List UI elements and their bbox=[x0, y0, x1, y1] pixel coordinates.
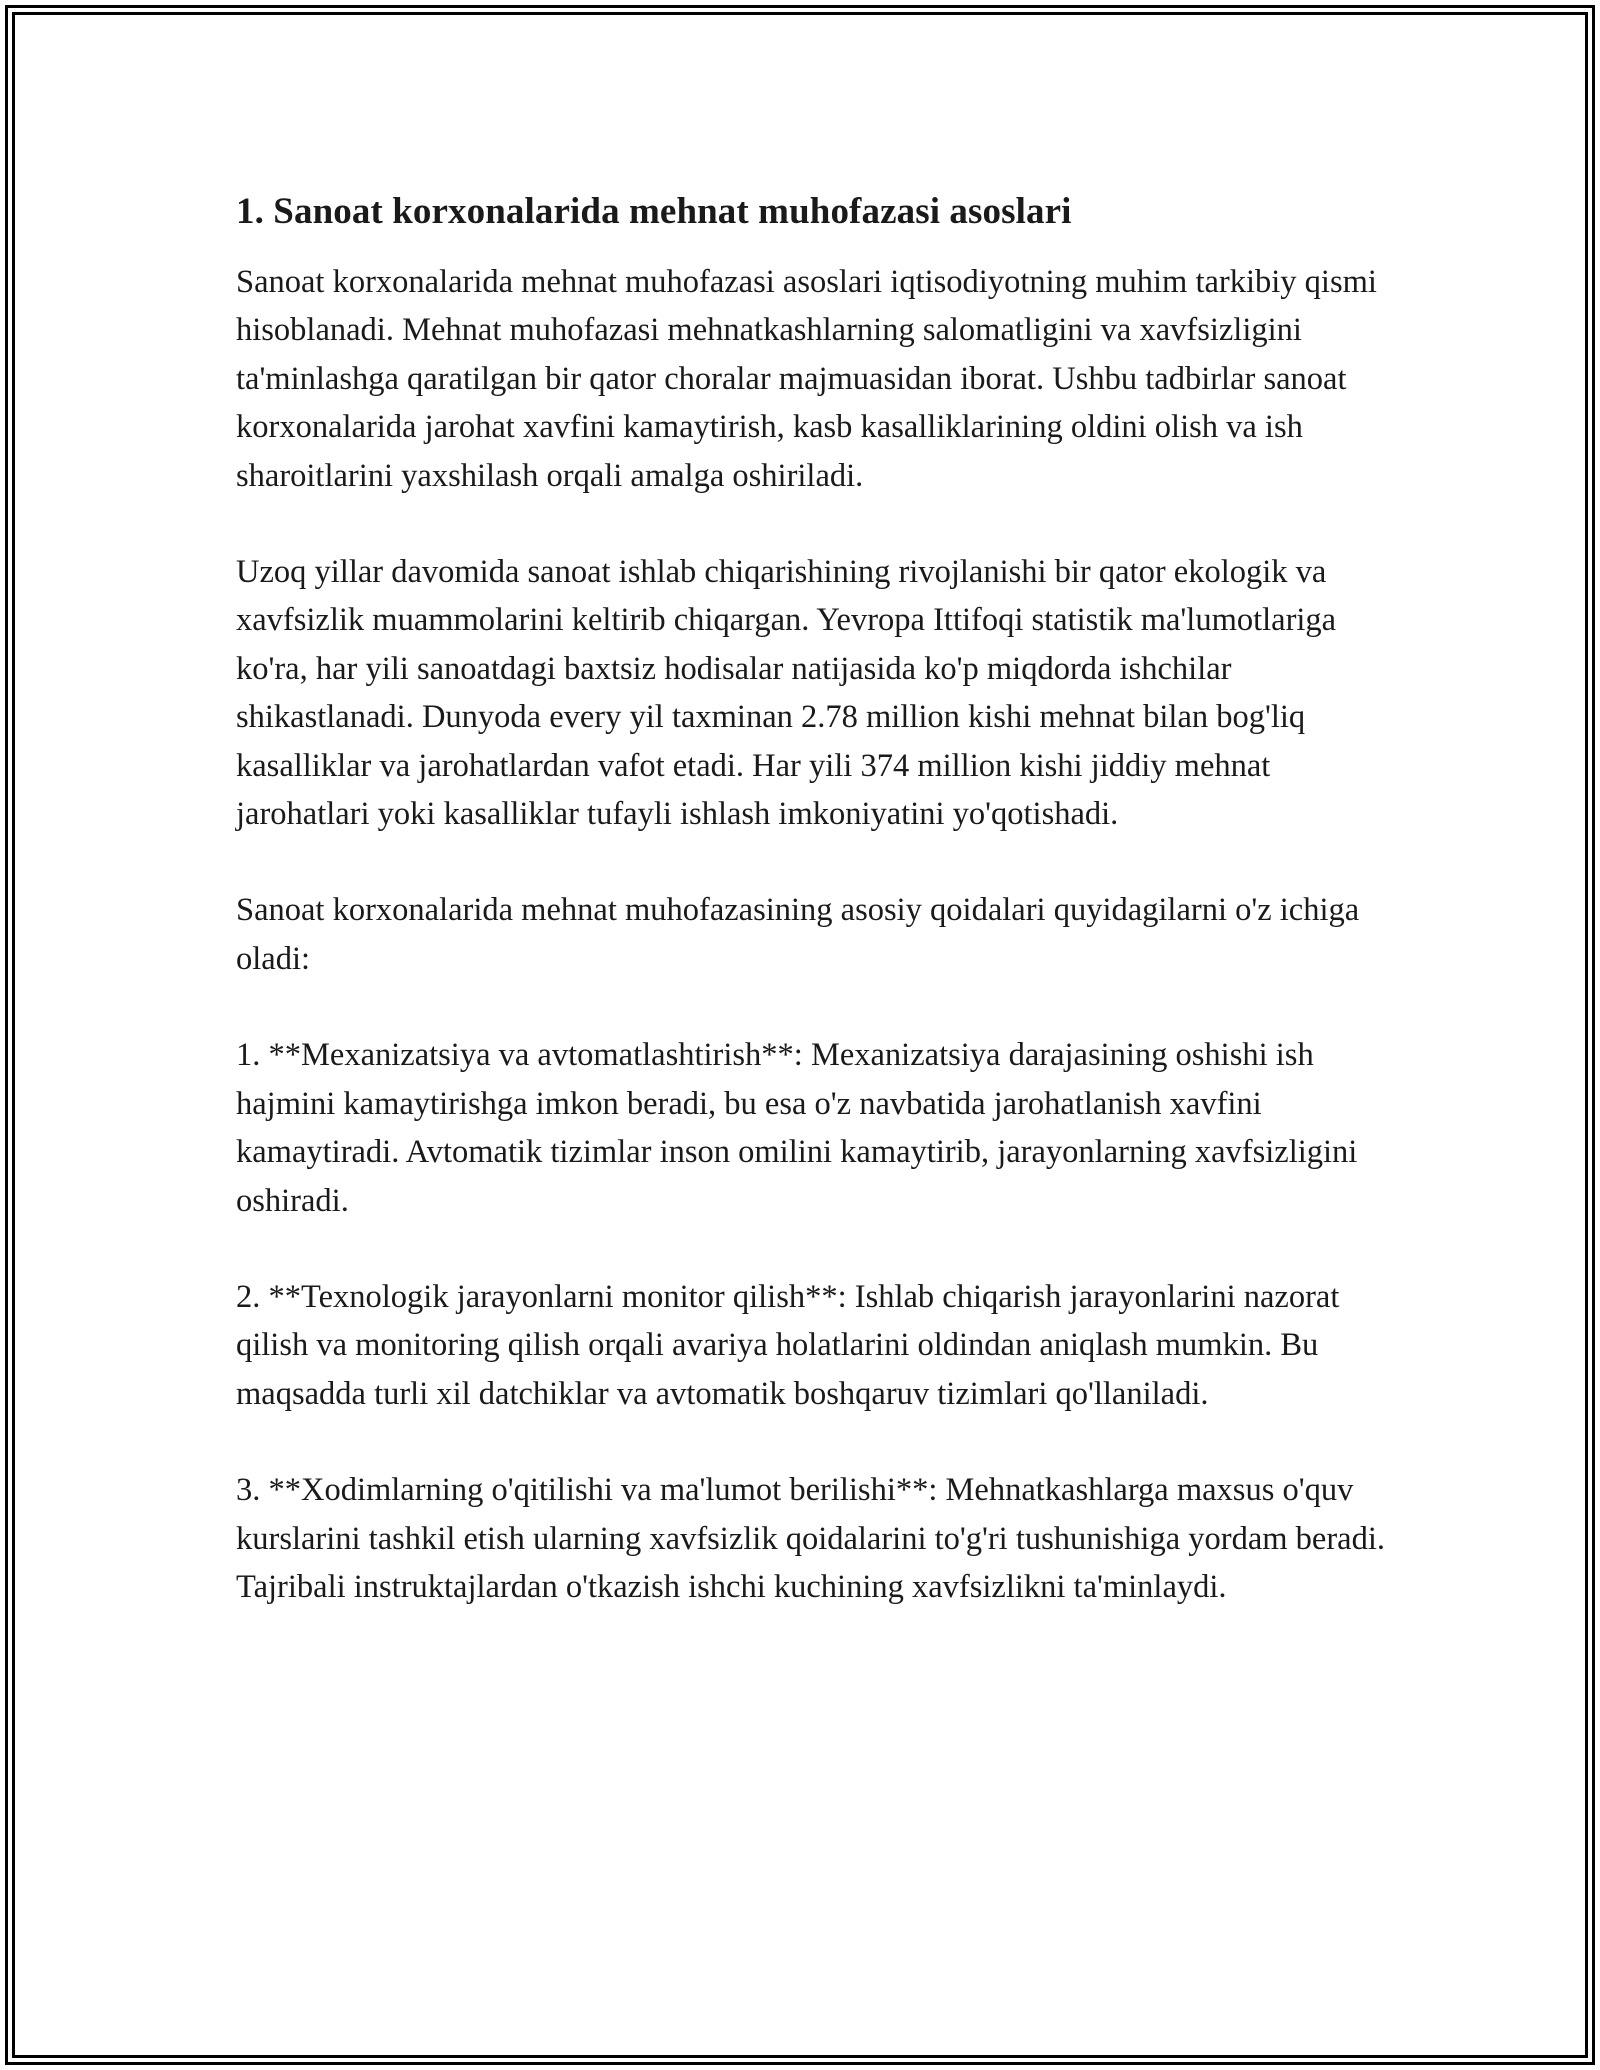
rules-intro-paragraph: Sanoat korxonalarida mehnat muhofazasining asosiy qoidalari quyidagilarni o'z ichiga oladi: bbox=[236, 892, 1360, 977]
section-title: 1. Sanoat korxonalarida mehnat muhofazasi asoslari bbox=[236, 191, 1072, 232]
rule-item-mechanization: 1. **Mexanizatsiya va avtomatlashtirish**: Mexanizatsiya darajasining oshishi ish hajmini kamaytirishga imkon beradi, bu esa o'z navbatida jarohatlanish xavfini kamaytiradi. Avtomatik tizimlar inson omilini kamaytirib, jarayonlarning xavfsizligini oshiradi. bbox=[236, 1037, 1358, 1219]
document-body bbox=[236, 188, 1386, 1611]
rule-item-monitoring: 2. **Texnologik jarayonlarni monitor qilish**: Ishlab chiqarish jarayonlarini nazorat qilish va monitoring qilish orqali avariya holatlarini oldindan aniqlash mumkin. Bu maqsadda turli xil datchiklar va avtomatik boshqaruv tizimlari qo'llaniladi. bbox=[236, 1278, 1340, 1412]
statistics-paragraph: Uzoq yillar davomida sanoat ishlab chiqarishining rivojlanishi bir qator ekologik va xavfsizlik muammolarini keltirib chiqargan. Yevropa Ittifoqi statistik ma'lumotlariga ko'ra, har yili sanoatdagi baxtsiz hodisalar natijasida ko'p miqdorda ishchilar shikastlanadi. Dunyoda every yil taxminan 2.78 million kishi mehnat bilan bog'liq kasalliklar va jarohatlardan vafot etadi. Har yili 374 million kishi jiddiy mehnat jarohatlari yoki kasalliklar tufayli ishlash imkoniyatini yo'qotishadi. bbox=[236, 554, 1337, 833]
intro-paragraph: Sanoat korxonalarida mehnat muhofazasi asoslari iqtisodiyotning muhim tarkibiy qismi hisoblanadi. Mehnat muhofazasi mehnatkashlarning salomatligini va xavfsizligini ta'minlashga qaratilgan bir qator choralar majmuasidan iborat. Ushbu tadbirlar sanoat korxonalarida jarohat xavfini kamaytirish, kasb kasalliklarining oldini olish va ish sharoitlarini yaxshilash orqali amalga oshiriladi. bbox=[236, 264, 1377, 494]
rule-item-training: 3. **Xodimlarning o'qitilishi va ma'lumot berilishi**: Mehnatkashlarga maxsus o'quv kurslarini tashkil etish ularning xavfsizlik qoidalarini to'g'ri tushunishiga yordam beradi. Tajribali instruktajlardan o'tkazish ishchi kuchining xavfsizlikni ta'minlaydi. bbox=[236, 1472, 1385, 1605]
